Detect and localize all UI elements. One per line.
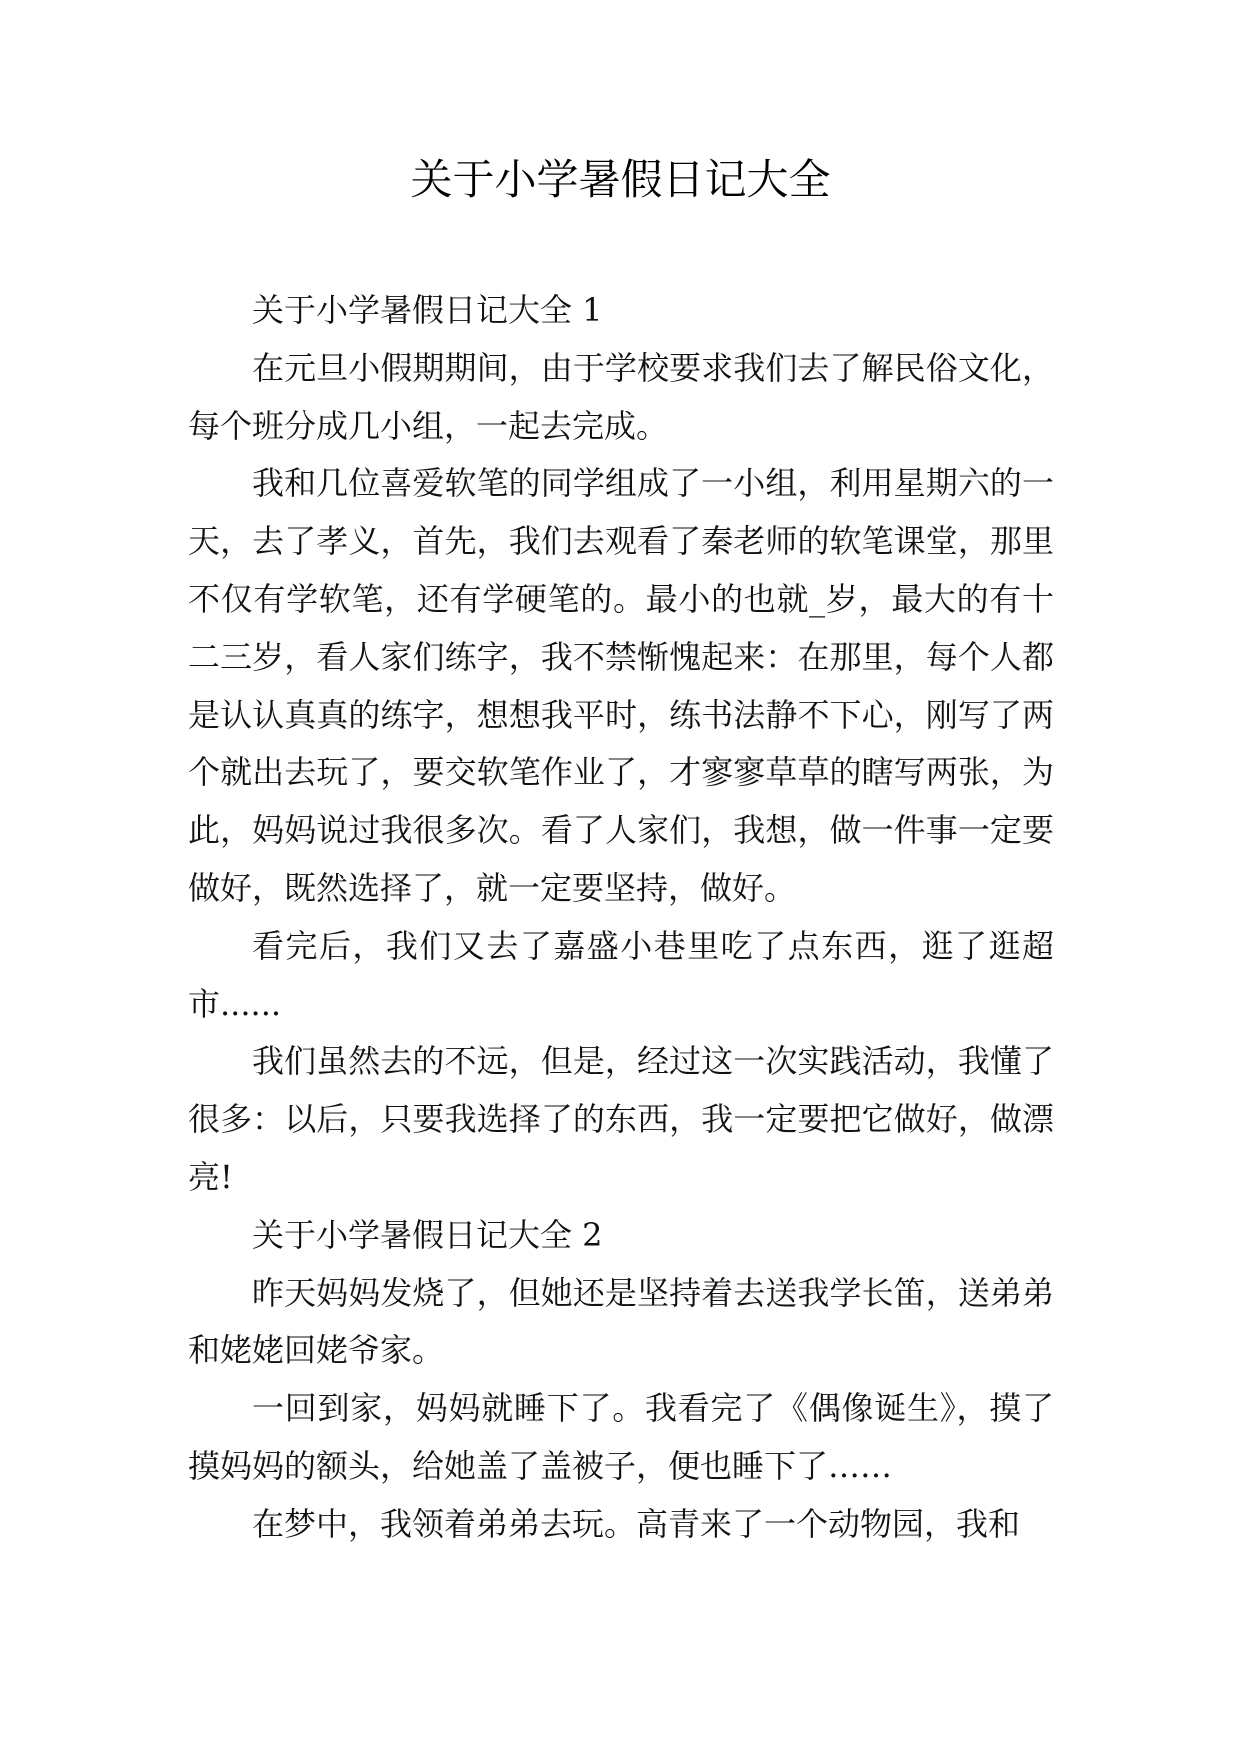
paragraph: 在元旦小假期期间，由于学校要求我们去了解民俗文化，每个班分成几小组，一起去完成。 — [188, 348, 1054, 445]
paragraph: 我和几位喜爱软笔的同学组成了一小组，利用星期六的一天，去了孝义，首先，我们去观看了秦老师的软笔课堂，那里不仅有学软笔，还有学硬笔的。最小的也就_岁，最大的有十二三岁，看人家们练字，我不禁惭愧起来：在那里，每个人都是认认真真的练字，想想我平时，练书法静不下心，刚写了两个就出去玩了，要交软笔作业了，才寥寥草草的瞎写两张，为此，妈妈说过我很多次。看了人家们，我想，做一件事一定要做好，既然选择了，就一定要坚持，做好。 — [188, 464, 1054, 907]
paragraph: 在梦中，我领着弟弟去玩。高青来了一个动物园，我和 — [252, 1504, 1021, 1543]
paragraph: 我们虽然去的不远，但是，经过这一次实践活动，我懂了很多：以后，只要我选择了的东西，我一定要把它做好，做漂亮! — [188, 1042, 1054, 1196]
section-heading-2: 关于小学暑假日记大全 2 — [252, 1215, 603, 1254]
document-body — [188, 282, 1054, 1554]
paragraph: 看完后，我们又去了嘉盛小巷里吃了点东西，逛了逛超市...... — [188, 926, 1054, 1023]
paragraph: 一回到家，妈妈就睡下了。我看完了《偶像诞生》，摸了摸妈妈的额头，给她盖了盖被子，便也睡下了…… — [188, 1389, 1054, 1485]
section-heading-1: 关于小学暑假日记大全 1 — [252, 291, 603, 329]
paragraph: 昨天妈妈发烧了，但她还是坚持着去送我学长笛，送弟弟和姥姥回姥爷家。 — [188, 1273, 1054, 1370]
document-title: 关于小学暑假日记大全 — [410, 155, 831, 204]
